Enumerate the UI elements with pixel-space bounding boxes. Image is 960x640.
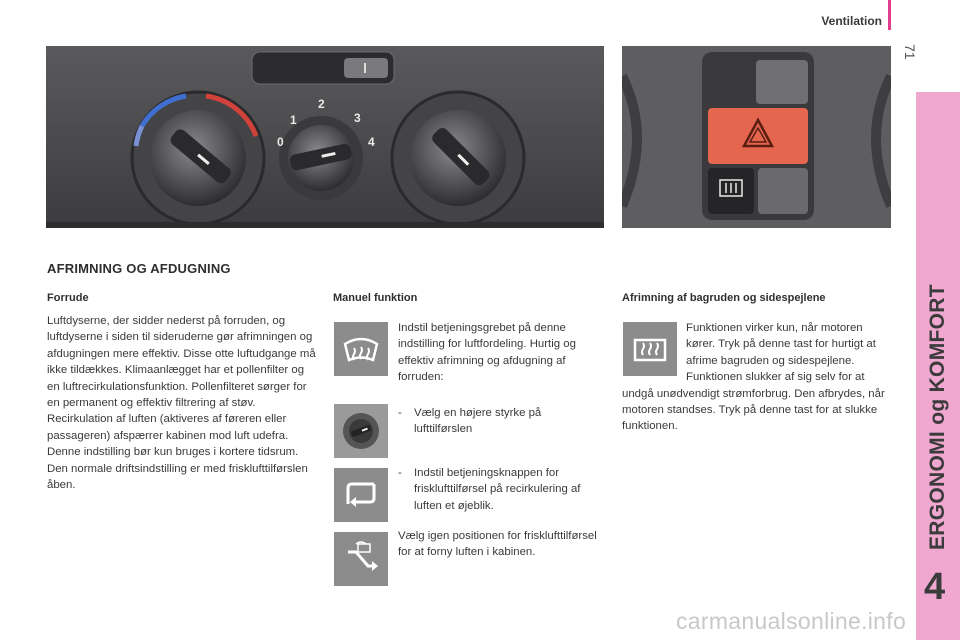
manual-item3-text: Indstil betjeningsknappen for frisklufttilførsel på recirkulering af luften et øjeblik. (414, 467, 581, 512)
fan-speed-label-0: 0 (277, 135, 284, 149)
forrude-body: Luftdyserne, der sidder nederst på forruden, og luftdyserne i siden til sideruderne gør afrimningen og afdugningen mere effektiv. Disse otte luftudgange må ikke tildækkes. Klimaanlægget har et pollenfilter og en luftrecirkulationsfunktion. Pollenfilteret sørger for en permanent og effektiv filtrering af støv. Recirkulation af luften (aktiveres af føreren eller passageren) afspærrer kabinen mod luft udefra. Denne indstilling bør kun bruges i kortere tidsrum. Den normale driftsindstilling er med frisklufttilførslen åben. (47, 315, 316, 492)
page-number: 71 (902, 44, 918, 60)
windscreen-defrost-icon (334, 322, 388, 376)
manual-item2-text: Vælg en højere styrke på lufttilførslen (414, 407, 542, 436)
manual-item1-text: Indstil betjeningsgrebet på denne indstilling for luftfordeling. Hurtig og effektiv afrimning og afdugning af forruden: (398, 322, 576, 384)
manual-item4-text: Vælg igen positionen for frisklufttilførsel for at forny luften i kabinen. (398, 530, 597, 559)
manual-item3-dash: - (398, 467, 402, 479)
chapter-title: ERGONOMI og KOMFORT (926, 284, 949, 550)
fan-speed-label-2: 2 (318, 97, 325, 111)
heater-panel-photo (46, 46, 604, 228)
fan-speed-label-1: 1 (290, 113, 297, 127)
fresh-air-icon (334, 532, 388, 586)
fan-control-knob-icon (334, 404, 388, 458)
switch-panel-photo (622, 46, 891, 228)
chapter-number: 4 (924, 566, 946, 608)
forrude-heading: Forrude (47, 292, 89, 304)
page-title: AFRIMNING OG AFDUGNING (47, 261, 231, 276)
recirculation-icon (334, 468, 388, 522)
rear-defrost-body: Funktionen virker kun, når motoren kører. Tryk på denne tast for hurtigt at afrime bagruden og sidespejlene. Funktionen slukker af sig selv for at undgå unødvendigt strømforbrug. Den afbrydes, når motoren standses. Tryk på denne tast for at slukke funktionen. (622, 322, 885, 433)
fan-speed-label-4: 4 (368, 135, 375, 149)
section-label: Ventilation (821, 14, 882, 28)
fan-speed-label-3: 3 (354, 111, 361, 125)
manual-function-heading: Manuel funktion (333, 292, 418, 304)
manual-item2-dash: - (398, 407, 402, 419)
watermark: carmanualsonline.info (676, 608, 907, 634)
header-accent-bar (888, 0, 891, 30)
rear-defrost-heading: Afrimning af bagruden og sidespejlene (622, 292, 826, 304)
